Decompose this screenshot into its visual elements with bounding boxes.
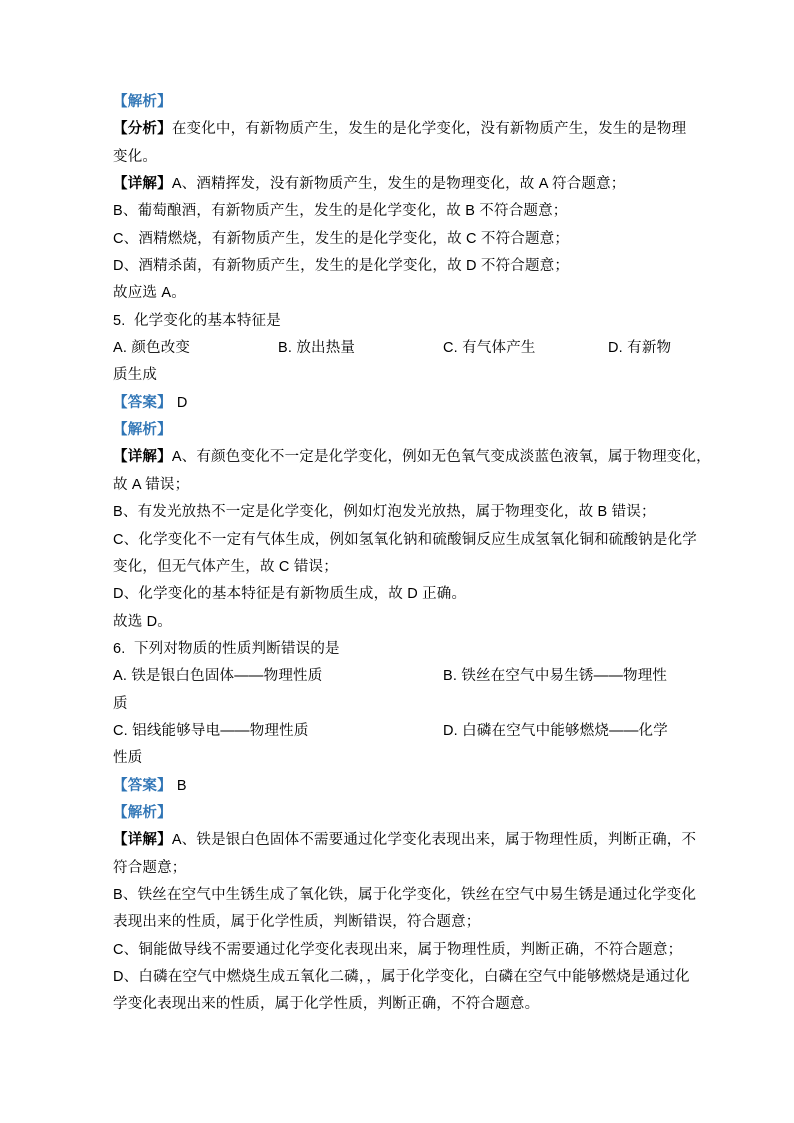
q4-conclusion <box>113 280 688 307</box>
q5-stem <box>113 308 688 335</box>
q4-analysis-line-1 <box>113 116 688 143</box>
q5-detail-a1-text: A、有颜色变化不一定是化学变化，例如无色氧气变成淡蓝色液氧，属于物理变化， <box>171 449 711 466</box>
q6-option-d-wrap-text: 性质 <box>113 750 143 767</box>
q6-answer-value: B <box>176 777 187 794</box>
q5-option-d-wrap-text: 质生成 <box>113 367 158 384</box>
q4-detail-a-text: A、酒精挥发，没有新物质产生，发生的是物理变化，故 A 符合题意； <box>171 176 626 193</box>
q4-detail-a <box>113 171 688 198</box>
q6-detail-d1-text: D、白磷在空气中燃烧生成五氧化二磷，，属于化学变化，白磷在空气中能够燃烧是通过化 <box>113 969 690 985</box>
q6-detail-b2-text: 表现出来的性质，属于化学性质，判断错误，符合题意； <box>113 914 481 931</box>
q5-answer-value: D <box>176 394 188 411</box>
q6-detail-a1 <box>113 827 697 854</box>
q6-option-c: C. 铝线能够导电——物理性质 <box>113 722 309 739</box>
q5-option-d: D. 有新物 <box>608 340 672 357</box>
analysis-header-label: 【解析】 <box>113 804 172 821</box>
q6-detail-b2 <box>113 909 688 936</box>
q6-detail-a1-text: A、铁是银白色固体不需要通过化学变化表现出来，属于物理性质，判断正确，不 <box>171 832 697 849</box>
q5-conclusion-text: 故选 D。 <box>113 613 172 630</box>
q5-detail-b-text: B、有发光放热不一定是化学变化，例如灯泡发光放热，属于物理变化，故 B 错误； <box>113 504 656 521</box>
q5-detail-c1-text: C、化学变化不一定有气体生成，例如氢氧化钠和硫酸铜反应生成氢氧化铜和硫酸钠是化学 <box>113 531 697 548</box>
q5-analysis-header <box>113 417 688 444</box>
q6-detail-b1 <box>113 882 697 909</box>
q4-detail-d-text: D、酒精杀菌，有新物质产生，发生的是化学变化，故 D 不符合题意； <box>113 258 570 275</box>
q5-option-a: A. 颜色改变 <box>113 340 191 357</box>
q6-detail-d2 <box>113 991 688 1018</box>
q5-detail-a1 <box>113 444 711 471</box>
q4-analysis-text-1: 在变化中，有新物质产生，发生的是化学变化，没有新物质产生，发生的是物理 <box>171 121 687 138</box>
q5-detail-d-text: D、化学变化的基本特征是有新物质生成，故 D 正确。 <box>113 586 467 603</box>
q4-detail-c-text: C、酒精燃烧，有新物质产生，发生的是化学变化，故 C 不符合题意； <box>113 230 570 247</box>
q6-detail-c-text: C、铜能做导线不需要通过化学变化表现出来，属于物理性质，判断正确，不符合题意； <box>113 941 683 958</box>
analysis-header-label: 【解析】 <box>113 94 172 110</box>
q6-option-b-wrap <box>113 691 688 718</box>
answer-label: 【答案】 <box>113 777 172 794</box>
detail-label: 【详解】 <box>113 832 172 849</box>
q6-answer-line <box>113 773 688 800</box>
analysis-label: 【分析】 <box>113 121 172 138</box>
q4-analysis-text-2: 变化。 <box>113 148 158 165</box>
q4-conclusion-text: 故应选 A。 <box>113 285 186 302</box>
q4-detail-b-text: B、葡萄酿酒，有新物质产生，发生的是化学变化，故 B 不符合题意； <box>113 203 568 220</box>
q5-option-d-wrap <box>113 362 688 389</box>
q5-option-b: B. 放出热量 <box>278 340 356 357</box>
q6-detail-b1-text: B、铁丝在空气中生锈生成了氧化铁，属于化学变化，铁丝在空气中易生锈是通过化学变化 <box>113 886 697 903</box>
q6-option-a: A. 铁是银白色固体——物理性质 <box>113 668 323 685</box>
detail-label: 【详解】 <box>113 449 172 466</box>
q5-detail-c2-text: 变化，但无气体产生，故 C 错误； <box>113 558 338 575</box>
q5-options-row <box>113 335 688 362</box>
q6-option-d: D. 白磷在空气中能够燃烧——化学 <box>443 722 668 739</box>
q6-option-b: B. 铁丝在空气中易生锈——物理性 <box>443 668 668 685</box>
detail-label: 【详解】 <box>113 176 172 193</box>
q4-detail-d <box>113 253 688 280</box>
q6-detail-d2-text: 学变化表现出来的性质，属于化学性质，判断正确，不符合题意。 <box>113 996 540 1013</box>
q5-detail-a2 <box>113 472 688 499</box>
q5-detail-a2-text: 故 A 错误； <box>113 476 190 493</box>
q6-option-b-wrap-text: 质 <box>113 695 128 712</box>
q5-detail-c2 <box>113 554 688 581</box>
q6-stem-text: 6. 下列对物质的性质判断错误的是 <box>113 640 340 657</box>
q5-detail-c1 <box>113 527 697 554</box>
q6-options-row-1 <box>113 663 688 690</box>
q6-analysis-header <box>113 800 688 827</box>
q4-analysis-line-2 <box>113 144 688 171</box>
q6-options-row-2 <box>113 718 688 745</box>
q5-detail-b <box>113 499 688 526</box>
q6-stem <box>113 636 688 663</box>
q4-analysis-header <box>113 89 688 116</box>
q6-detail-c <box>113 937 688 964</box>
q5-answer-line <box>113 390 688 417</box>
analysis-header-label: 【解析】 <box>113 422 172 439</box>
q4-detail-b <box>113 198 688 225</box>
q6-option-d-wrap <box>113 745 688 772</box>
q6-detail-d1 <box>113 964 688 991</box>
answer-label: 【答案】 <box>113 394 172 411</box>
q5-option-c: C. 有气体产生 <box>443 340 536 357</box>
q6-detail-a2-text: 符合题意； <box>113 859 187 876</box>
q5-stem-text: 5. 化学变化的基本特征是 <box>113 312 281 329</box>
q5-conclusion <box>113 609 688 636</box>
q5-detail-d <box>113 581 688 608</box>
document-body <box>113 89 711 1019</box>
q4-detail-c <box>113 226 688 253</box>
q6-detail-a2 <box>113 855 688 882</box>
